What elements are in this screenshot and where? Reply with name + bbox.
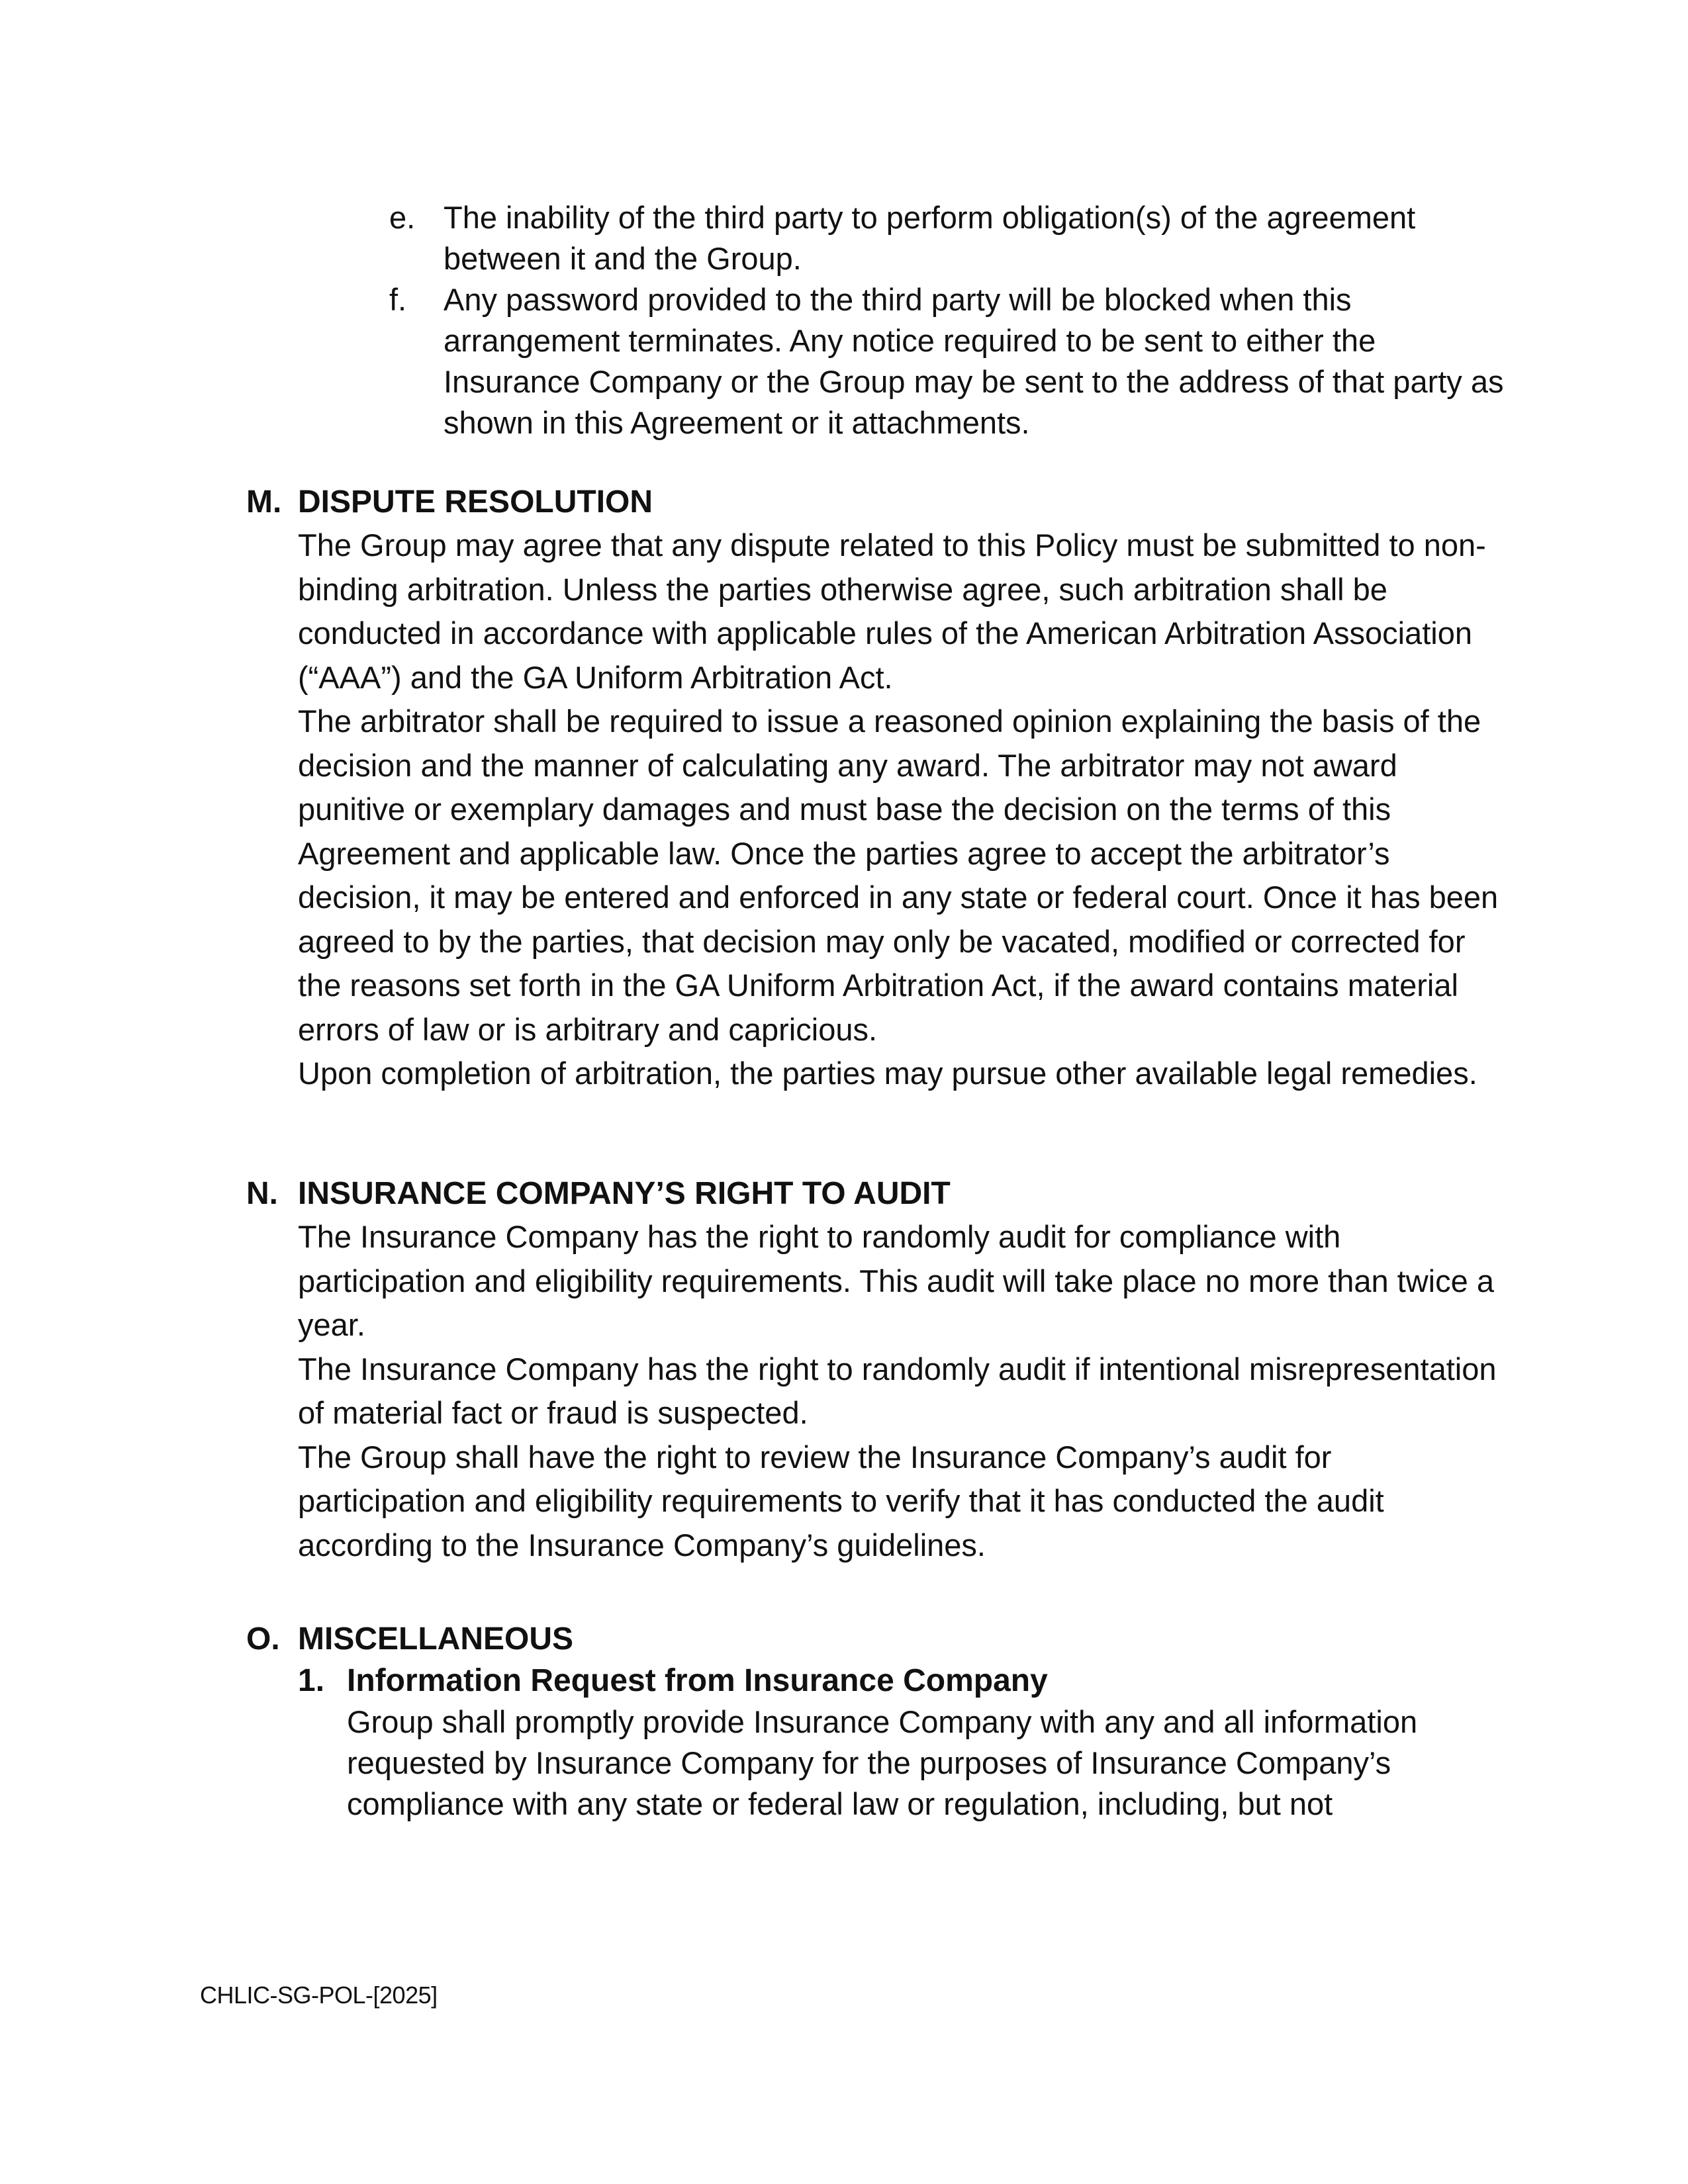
section-letter: M. [246, 484, 282, 520]
section-title: MISCELLANEOUS [298, 1621, 574, 1657]
footer-form-code: CHLIC-SG-POL-[2025] [200, 1981, 438, 2009]
section-letter: N. [246, 1176, 278, 1211]
section-heading [246, 1618, 1504, 1661]
section-body [298, 523, 1504, 1096]
section-heading [246, 1173, 1504, 1215]
section-heading [246, 481, 1504, 523]
list-marker: e. [389, 200, 416, 235]
sub-body: Group shall promptly provide Insurance Company with any and all information requested by Insurance Company for the purposes of Insurance Company’s compliance with any state or federal law or regulation, including, but not [347, 1704, 1418, 1821]
list-item-text: The inability of the third party to perform obligation(s) of the agreement between it and the Group. [444, 200, 1416, 276]
list-marker: f. [389, 282, 407, 317]
list-item-f [389, 279, 1515, 443]
sub-number: 1. [298, 1663, 325, 1698]
sub-title: Information Request from Insurance Company [347, 1663, 1048, 1698]
section-letter: O. [246, 1621, 280, 1657]
paragraph: The Group shall have the right to review the Insurance Company’s audit for participation and eligibility requirements to verify that it has conducted the audit according to the Insurance Company’s guidelines. [298, 1439, 1384, 1563]
section-title: DISPUTE RESOLUTION [298, 484, 653, 520]
list-item-text: Any password provided to the third party will be blocked when this arrangement terminates. Any notice required to be sent to either the Insurance Company or the Group may be sent to the address of that party as shown in this Agreement or it attachments. [444, 282, 1504, 440]
sub-item-information-request [298, 1661, 1504, 1825]
paragraph: The Insurance Company has the right to randomly audit if intentional misrepresentation of material fact or fraud is suspected. [298, 1351, 1497, 1430]
alpha-list [389, 197, 1515, 443]
paragraph: The Insurance Company has the right to randomly audit for compliance with participation and eligibility requirements. This audit will take place no more than twice a year. [298, 1219, 1494, 1342]
list-item-e [389, 197, 1515, 279]
section-dispute-resolution [246, 481, 1504, 1096]
section-body [298, 1215, 1504, 1567]
paragraph: Upon completion of arbitration, the parties may pursue other available legal remedies. [298, 1056, 1477, 1091]
paragraph: The arbitrator shall be required to issue a reasoned opinion explaining the basis of the decision and the manner of calculating any award. The arbitrator may not award punitive or exemplary damages and must base the decision on the terms of this Agreement and applicable law. Once the parties agree to accept the arbitrator’s decision, it may be entered and enforced in any state or federal court. Once it has been agreed to by the parties, that decision may only be vacated, modified or corrected for the reasons set forth in the GA Uniform Arbitration Act, if the award contains material errors of law or is arbitrary and capricious. [298, 704, 1499, 1047]
section-right-to-audit [246, 1173, 1504, 1567]
sub-heading [298, 1661, 1504, 1702]
section-miscellaneous [246, 1618, 1504, 1825]
paragraph: The Group may agree that any dispute related to this Policy must be submitted to non-binding arbitration. Unless the parties otherwise agree, such arbitration shall be conducted in accordance with applicable rules of the American Arbitration Association (“AAA”) and the GA Uniform Arbitration Act. [298, 527, 1486, 695]
section-title: INSURANCE COMPANY’S RIGHT TO AUDIT [298, 1176, 951, 1211]
